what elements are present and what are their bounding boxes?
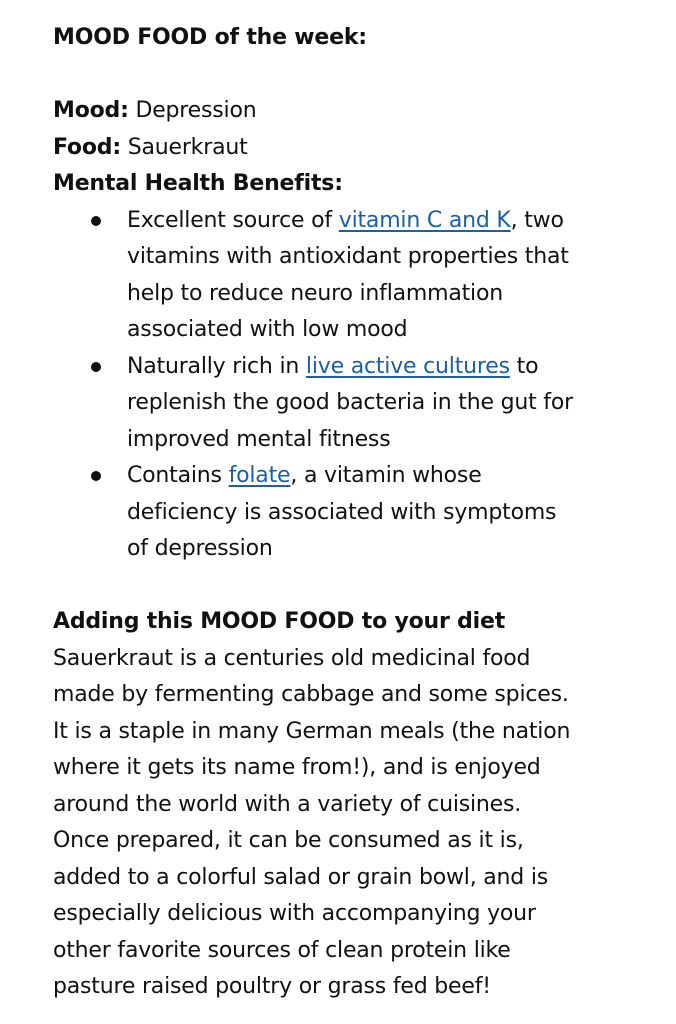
diet-heading: Adding this MOOD FOOD to your diet xyxy=(53,609,506,634)
benefit-line: associated with low mood xyxy=(127,317,408,342)
folate-link[interactable]: folate xyxy=(228,463,291,488)
benefits-heading: Mental Health Benefits: xyxy=(53,171,343,196)
diet-paragraph-line: other favorite sources of clean protein like xyxy=(53,937,511,963)
live-active-cultures-link[interactable]: live active cultures xyxy=(305,353,510,379)
food-row xyxy=(53,130,676,167)
vitamin-c-and-k-link[interactable]: vitamin C and K xyxy=(338,207,511,233)
diet-paragraph-line: It is a staple in many German meals (the nation xyxy=(53,718,571,744)
benefit-text: Contains xyxy=(127,463,229,488)
mood-value: Depression xyxy=(128,98,257,123)
benefit-line: replenish the good bacteria in the gut for xyxy=(127,390,573,415)
mood-label: Mood: xyxy=(53,98,129,123)
benefits-list xyxy=(53,203,676,568)
diet-paragraph-line: Sauerkraut is a centuries old medicinal food xyxy=(53,645,531,671)
spacer xyxy=(53,57,676,94)
diet-paragraph-line: around the world with a variety of cuisines. xyxy=(53,791,522,817)
diet-paragraph-line: made by fermenting cabbage and some spices. xyxy=(53,682,569,707)
benefit-first-line xyxy=(127,203,676,240)
food-label: Food: xyxy=(53,134,121,160)
bullet-dot-icon xyxy=(91,362,101,372)
mood-row xyxy=(53,93,676,130)
document-title: MOOD FOOD of the week: xyxy=(53,25,367,50)
benefit-text: , two xyxy=(510,207,564,233)
diet-paragraph-line: Once prepared, it can be consumed as it is, xyxy=(53,828,524,853)
benefit-first-line xyxy=(127,458,676,495)
bullet-dot-icon xyxy=(91,216,101,226)
benefit-item-vitamins xyxy=(53,203,676,349)
food-value: Sauerkraut xyxy=(120,134,248,160)
benefit-text: to xyxy=(509,353,539,379)
benefit-line: of depression xyxy=(127,536,273,561)
benefit-item-folate xyxy=(53,458,676,568)
benefit-line: help to reduce neuro inflammation xyxy=(127,280,503,306)
benefit-text: , a vitamin whose xyxy=(290,463,482,488)
benefit-line: improved mental fitness xyxy=(127,426,391,452)
bullet-dot-icon xyxy=(91,471,101,481)
benefit-text: Naturally rich in xyxy=(127,353,306,379)
spacer xyxy=(53,568,676,605)
benefit-line: vitamins with antioxidant properties that xyxy=(127,244,569,269)
benefit-line: deficiency is associated with symptoms xyxy=(127,499,557,525)
benefit-item-cultures xyxy=(53,349,676,459)
benefit-text: Excellent source of xyxy=(127,207,339,233)
benefit-first-line xyxy=(127,349,676,386)
diet-paragraph-line: pasture raised poultry or grass fed beef! xyxy=(53,974,491,999)
diet-paragraph-line: where it gets its name from!), and is enjoyed xyxy=(53,755,541,780)
diet-paragraph-line: especially delicious with accompanying your xyxy=(53,901,536,926)
diet-paragraph-line: added to a colorful salad or grain bowl, and is xyxy=(53,864,549,890)
